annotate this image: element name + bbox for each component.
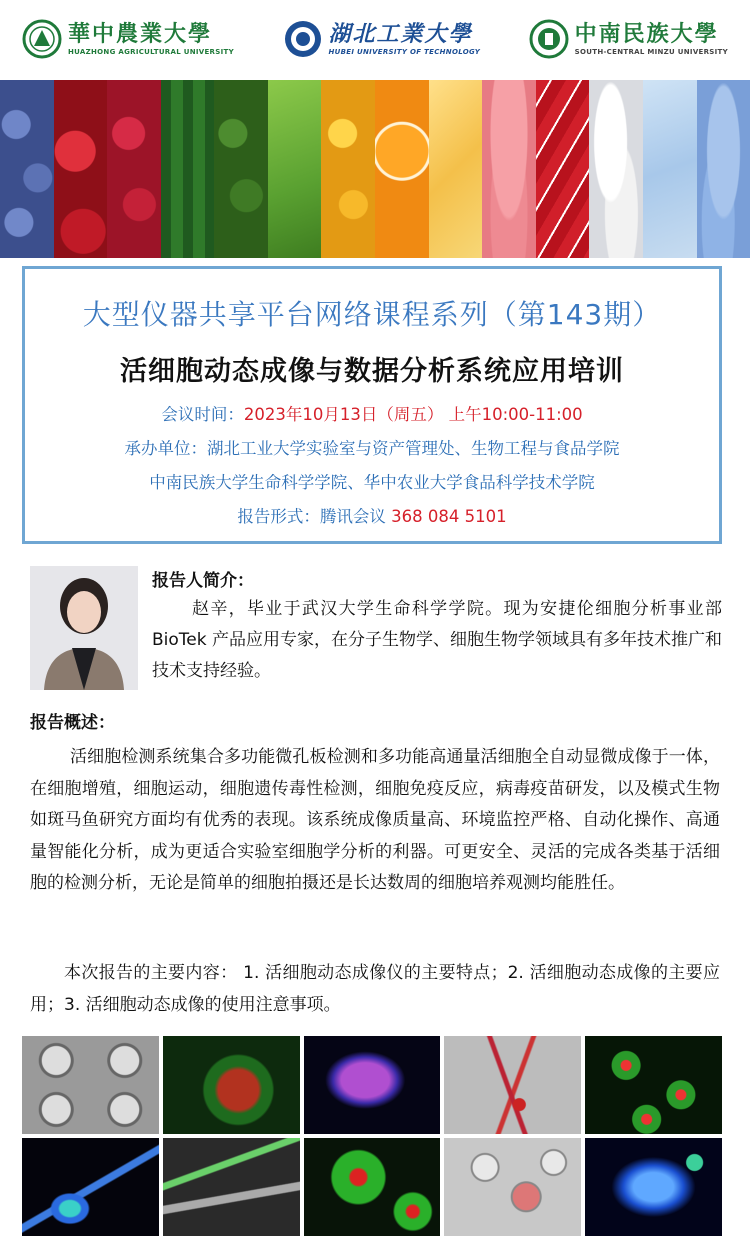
hubei-seal-icon (283, 19, 323, 59)
logo-minzu-cn: 中南民族大學 (574, 21, 719, 47)
host-line-1: 承办单位：湖北工业大学实验室与资产管理处、生物工程与食品学院 (124, 439, 620, 458)
red-capsules-image (536, 80, 590, 258)
fluorescent-cells-image (585, 1036, 722, 1134)
overview-paragraph-2: 本次报告的主要内容： 1. 活细胞动态成像仪的主要特点；2. 活细胞动态成像的主要应用；3. 活细胞动态成像的使用注意事项。 (30, 963, 720, 1015)
meeting-time (25, 401, 719, 425)
logo-hubei-en: HUBEI UNIVERSITY OF TECHNOLOGY (328, 48, 481, 56)
lettuce-image (268, 80, 322, 258)
spheroid-image (304, 1036, 441, 1134)
cherries-image (54, 80, 108, 258)
training-title: 活细胞动态成像与数据分析系统应用培训 (120, 356, 624, 387)
logo-minzu (529, 19, 728, 59)
raspberries-image (107, 80, 161, 258)
logo-minzu-en: SOUTH-CENTRAL MINZU UNIVERSITY (574, 48, 728, 56)
logo-huazhong-cn: 華中農業大學 (68, 21, 213, 47)
logo-hubei (283, 19, 481, 59)
meeting-format-label: 报告形式：腾讯会议 (237, 507, 392, 526)
broccoli-image (214, 80, 268, 258)
overview-paragraph-1: 活细胞检测系统集合多功能微孔板检测和多功能高通量活细胞全自动显微成像于一体，在细胞增殖，细胞运动，细胞遗传毒性检测，细胞免疫反应，病毒疫苗研发，以及模式生物如斑马鱼研究方面均有优秀的表现。该系统成像质量高、环境监控严格、自动化操作、高通量智能化分析，成为更适合实验室细胞学分析的利器。可更安全、灵活的完成各类基于活细胞的检测分析，无论是简单的细胞拍摄还是长达数周的细胞培养观测均能胜任。 (30, 747, 720, 893)
overview-heading: 报告概述： (30, 713, 115, 733)
logo-huazhong (22, 19, 234, 59)
food-banner (0, 80, 750, 258)
blueberries-image (0, 80, 54, 258)
embryo-image (444, 1138, 581, 1236)
minzu-seal-icon (529, 19, 569, 59)
blue-pills-image (697, 80, 750, 258)
huazhong-seal-icon (22, 19, 62, 59)
microwell-image (22, 1036, 159, 1134)
meeting-format (25, 503, 719, 527)
speaker-bio: 赵辛，毕业于武汉大学生命科学学院。现为安捷伦细胞分析事业部 BioTek 产品应用专家，在分子生物学、细胞生物学领域具有多年技术推广和技术支持经验。 (152, 599, 722, 681)
white-pills-image (589, 80, 643, 258)
host-line-2: 中南民族大学生命科学学院、华中农业大学食品科学技术学院 (149, 473, 595, 492)
meeting-id: 368 084 5101 (391, 507, 507, 526)
tissue-fluorescence-image (163, 1036, 300, 1134)
logo-huazhong-en: HUAZHONG AGRICULTURAL UNIVERSITY (68, 48, 234, 56)
blue-cell-image (585, 1138, 722, 1236)
course-series-title: 大型仪器共享平台网络课程系列（第143期） (82, 298, 662, 331)
orange-slices-image (375, 80, 429, 258)
neuron-growth-image (444, 1036, 581, 1134)
cucumbers-image (161, 80, 215, 258)
speaker-photo (30, 566, 138, 690)
pink-tablets-image (482, 80, 536, 258)
meeting-time-value: 2023年10月13日（周五） 上午10:00-11:00 (243, 405, 583, 424)
meeting-time-label: 会议时间： (161, 405, 244, 424)
zebrafish-image (22, 1138, 159, 1236)
logo-hubei-cn: 湖北工業大學 (328, 21, 473, 47)
fiber-fluorescence-image (163, 1138, 300, 1236)
light-blue-pills-image (643, 80, 697, 258)
yellow-capsules-image (321, 80, 375, 258)
cell-image-gallery (22, 1036, 722, 1236)
speaker-heading: 报告人简介： (152, 571, 254, 591)
header-logos (0, 0, 750, 78)
gel-capsules-image (429, 80, 483, 258)
cytoskeleton-image (304, 1138, 441, 1236)
course-title-box (22, 266, 722, 544)
